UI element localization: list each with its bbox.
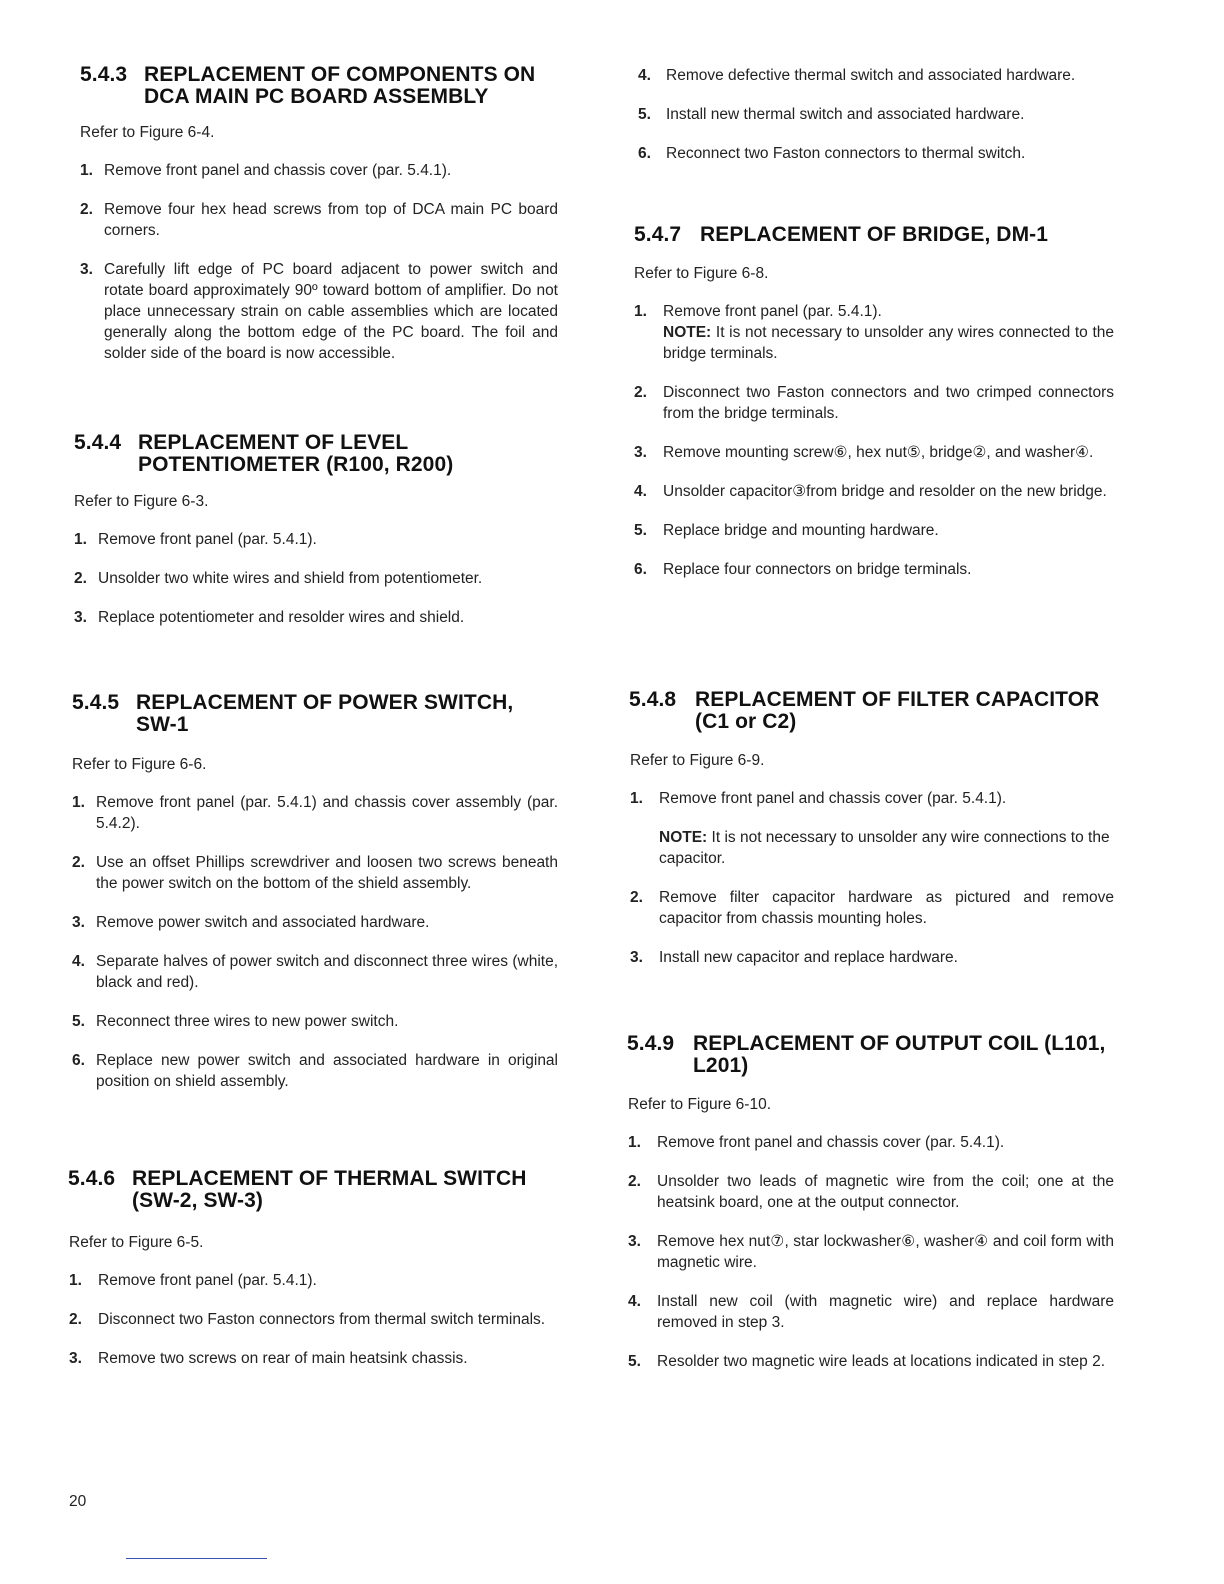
section-number: 5.4.4 bbox=[74, 431, 122, 454]
list-item: 1. Remove front panel and chassis cover (par. 5.4.1). bbox=[630, 790, 1007, 807]
section-5-4-4 bbox=[68, 432, 558, 628]
section-number: 5.4.8 bbox=[629, 688, 677, 711]
step-list bbox=[72, 792, 558, 1092]
section-number: 5.4.3 bbox=[80, 63, 128, 86]
list-item: 3. Remove two screws on rear of main heatsink chassis. bbox=[69, 1350, 468, 1367]
section-number: 5.4.6 bbox=[68, 1167, 116, 1190]
list-item: 1. Remove front panel and chassis cover (par. 5.4.1). bbox=[628, 1134, 1005, 1151]
list-item: 2. Unsolder two white wires and shield from potentiometer. bbox=[74, 570, 483, 587]
section-5-4-6 bbox=[68, 1168, 558, 1369]
list-item: 6. Replace four connectors on bridge terminals. bbox=[634, 561, 972, 578]
section-heading bbox=[68, 1168, 558, 1212]
section-5-4-7 bbox=[624, 224, 1114, 580]
section-5-4-8 bbox=[624, 689, 1114, 968]
section-heading bbox=[68, 64, 558, 108]
continued-step-list bbox=[638, 47, 1114, 164]
section-5-4-9 bbox=[624, 1033, 1114, 1372]
list-item: 1. Remove front panel (par. 5.4.1). bbox=[69, 1272, 317, 1289]
list-item: 5. Reconnect three wires to new power switch. bbox=[72, 1013, 399, 1030]
list-item: 4. Separate halves of power switch and disconnect three wires (white, black and red). bbox=[72, 953, 558, 991]
section-5-4-5 bbox=[68, 692, 558, 1092]
list-item: 4. Remove defective thermal switch and associated hardware. bbox=[638, 67, 1076, 84]
section-title: REPLACEMENT OF FILTER CAPACITOR (C1 or C2) bbox=[695, 688, 1100, 733]
list-item: 1. Remove front panel (par. 5.4.1) and chassis cover assembly (par. 5.4.2). bbox=[72, 794, 558, 832]
figure-reference: Refer to Figure 6-8. bbox=[634, 265, 769, 282]
figure-reference: Refer to Figure 6-10. bbox=[628, 1096, 772, 1113]
step-list bbox=[630, 788, 1114, 809]
figure-reference: Refer to Figure 6-3. bbox=[74, 493, 209, 510]
list-item: 4. Unsolder capacitor③from bridge and resolder on the new bridge. bbox=[634, 483, 1107, 500]
list-item: 6. Reconnect two Faston connectors to thermal switch. bbox=[638, 145, 1026, 162]
list-item: 5. Install new thermal switch and associated hardware. bbox=[638, 106, 1025, 123]
section-5-4-3 bbox=[68, 64, 558, 364]
list-item: 2. Remove filter capacitor hardware as pictured and remove capacitor from chassis mounting holes. bbox=[630, 889, 1114, 927]
figure-reference: Refer to Figure 6-5. bbox=[69, 1234, 204, 1251]
list-item: 2. Disconnect two Faston connectors from thermal switch terminals. bbox=[69, 1311, 546, 1328]
list-item: 6. Replace new power switch and associated hardware in original position on shield assembly. bbox=[72, 1052, 558, 1090]
list-item: 2. Use an offset Phillips screwdriver and loosen two screws beneath the power switch on the bottom of the shield assembly. bbox=[72, 854, 558, 892]
section-title: REPLACEMENT OF LEVEL POTENTIOMETER (R100, R200) bbox=[138, 431, 454, 476]
list-item: 1. Remove front panel (par. 5.4.1). bbox=[74, 531, 317, 548]
step-list bbox=[80, 160, 558, 364]
list-item: 2. Unsolder two leads of magnetic wire from the coil; one at the heatsink board, one at the output connector. bbox=[628, 1173, 1114, 1211]
note: NOTE: It is not necessary to unsolder any wires connected to the bridge terminals. bbox=[663, 324, 1115, 362]
step-list bbox=[69, 1270, 558, 1369]
page-number: 20 bbox=[69, 1493, 87, 1510]
list-item: 3. Replace potentiometer and resolder wires and shield. bbox=[74, 609, 465, 626]
figure-reference: Refer to Figure 6-4. bbox=[80, 124, 215, 141]
list-item: 2. Remove four hex head screws from top of DCA main PC board corners. bbox=[80, 201, 558, 239]
section-heading bbox=[624, 224, 1114, 246]
section-title: REPLACEMENT OF BRIDGE, DM-1 bbox=[700, 223, 1049, 246]
step-list bbox=[628, 1132, 1114, 1372]
list-item: 5. Replace bridge and mounting hardware. bbox=[634, 522, 939, 539]
section-heading bbox=[624, 1033, 1114, 1077]
figure-reference: Refer to Figure 6-6. bbox=[72, 756, 207, 773]
section-title: REPLACEMENT OF COMPONENTS ON DCA MAIN PC BOARD ASSEMBLY bbox=[144, 63, 536, 108]
list-item: 2. Disconnect two Faston connectors and two crimped connectors from the bridge terminals. bbox=[634, 384, 1114, 422]
list-item: 5. Resolder two magnetic wire leads at locations indicated in step 2. bbox=[628, 1353, 1106, 1370]
section-title: REPLACEMENT OF POWER SWITCH, SW-1 bbox=[136, 691, 514, 736]
section-title: REPLACEMENT OF THERMAL SWITCH (SW-2, SW-3) bbox=[132, 1167, 527, 1212]
section-title: REPLACEMENT OF OUTPUT COIL (L101, L201) bbox=[693, 1032, 1106, 1077]
step-list bbox=[74, 529, 558, 628]
list-item: 1. Remove front panel (par. 5.4.1). NOTE: It is not necessary to unsolder any wires connected to the bridge terminals. bbox=[634, 303, 1115, 362]
step-list bbox=[634, 301, 1114, 580]
section-heading bbox=[68, 692, 558, 736]
note: NOTE: It is not necessary to unsolder any wire connections to the capacitor. bbox=[659, 829, 1110, 867]
list-item: 3. Remove power switch and associated hardware. bbox=[72, 914, 430, 931]
list-item: 3. Remove mounting screw⑥, hex nut⑤, bridge②, and washer④. bbox=[634, 444, 1094, 461]
list-item: 1. Remove front panel and chassis cover (par. 5.4.1). bbox=[80, 162, 452, 179]
section-heading bbox=[68, 432, 558, 476]
list-item: 3. Carefully lift edge of PC board adjacent to power switch and rotate board approximately 90º toward bottom of amplifier. Do not place unnecessary strain on cable assemblies which are located generally along the bottom edge of the PC board. The foil and solder side of the board is now accessible. bbox=[80, 261, 558, 362]
footer-rule bbox=[126, 1558, 267, 1559]
section-number: 5.4.5 bbox=[72, 691, 120, 714]
section-heading bbox=[624, 689, 1114, 733]
figure-reference: Refer to Figure 6-9. bbox=[630, 752, 765, 769]
section-number: 5.4.7 bbox=[634, 223, 682, 246]
list-item: 3. Install new capacitor and replace hardware. bbox=[630, 949, 958, 966]
list-item: 3. Remove hex nut⑦, star lockwasher⑥, washer④ and coil form with magnetic wire. bbox=[628, 1233, 1114, 1271]
list-item: 4. Install new coil (with magnetic wire) and replace hardware removed in step 3. bbox=[628, 1293, 1114, 1331]
section-number: 5.4.9 bbox=[627, 1032, 675, 1055]
step-list bbox=[630, 887, 1114, 968]
